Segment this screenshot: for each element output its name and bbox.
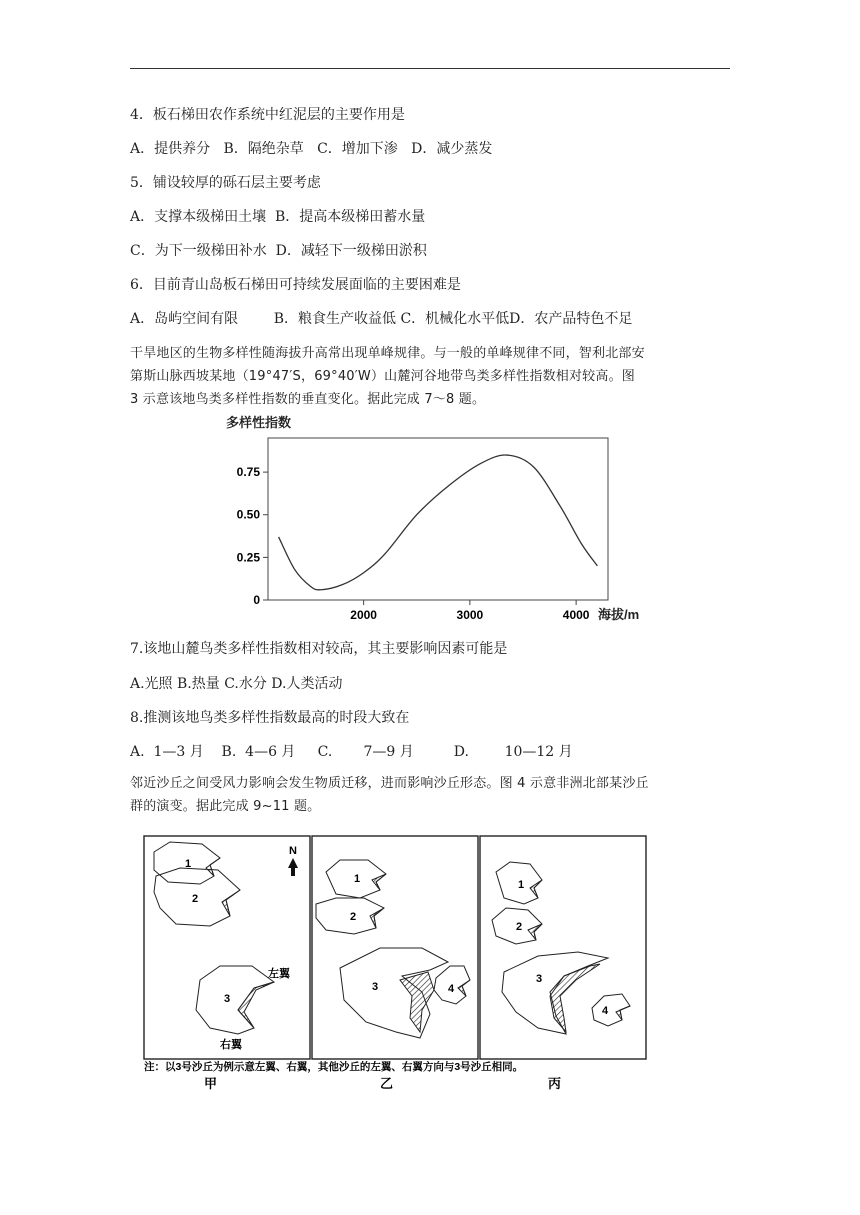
chart-plot-frame [268, 438, 608, 600]
dune-4-label: 4 [602, 1005, 609, 1017]
panel-label-yi: 乙 [380, 1076, 394, 1091]
dune-3-label: 3 [536, 973, 543, 985]
panel-label-bing: 丙 [548, 1076, 562, 1091]
q8-options: A. 1—3 月 B. 4—6 月 C. 7—9 月 D. 10—12 月 [130, 744, 573, 760]
north-label: N [289, 845, 297, 857]
dune-2-label: 2 [350, 911, 357, 923]
q8-stem: 8.推测该地鸟类多样性指数最高的时段大致在 [130, 710, 410, 726]
dune-evolution-figure [140, 832, 725, 1097]
panel-bing [492, 862, 630, 1034]
passage-dunes-line-1: 邻近沙丘之间受风力影响会发生物质迁移，进而影响沙丘形态。图 4 示意非洲北部某沙丘 [130, 776, 649, 791]
passage-dunes [130, 772, 735, 818]
passage-dunes-line-2: 群的演变。据此完成 9~11 题。 [130, 799, 321, 814]
dune-1-label: 1 [354, 873, 361, 885]
dune-2-slipface [370, 908, 384, 928]
q5-options-1: A．支撑本级梯田土壤 B．提高本级梯田蓄水量 [130, 209, 426, 225]
dune-1-slipface [372, 874, 386, 890]
dune-1-label: 1 [185, 858, 192, 870]
x-tick-label: 3000 [456, 608, 484, 622]
dune-4-slipface [458, 980, 470, 996]
dune-3-slipface [238, 982, 274, 1028]
dune-3-slipface [400, 972, 434, 1032]
chart-ylabel: 多样性指数 [226, 415, 292, 430]
dune-2-label: 2 [192, 893, 199, 905]
dune-4-label: 4 [448, 983, 455, 995]
q7-options: A.光照 B.热量 C.水分 D.人类活动 [130, 676, 343, 692]
passage-birds-line-2: 第斯山脉西坡某地（19°47′S，69°40′W）山麓河谷地带鸟类多样性指数相对较高。图 [130, 369, 635, 384]
passage-birds-line-3: 3 示意该地鸟类多样性指数的垂直变化。据此完成 7～8 题。 [130, 392, 486, 407]
dune-3-label: 3 [372, 981, 379, 993]
bird-diversity-chart [220, 410, 660, 625]
y-tick-label: 0 [253, 593, 260, 607]
dune-1-slipface [530, 880, 542, 898]
panel-jia [154, 842, 274, 1034]
y-tick-label: 0.50 [236, 507, 260, 522]
dune-2-slipface [528, 924, 542, 940]
right-wing-label: 右翼 [220, 1039, 242, 1051]
figure-note: 注：以3号沙丘为例示意左翼、右翼，其他沙丘的左翼、右翼方向与3号沙丘相同。 [144, 1061, 524, 1073]
chart-xlabel: 海拔/m [598, 607, 640, 622]
panel-label-jia: 甲 [204, 1076, 218, 1091]
q4-options: A．提供养分 B．隔绝杂草 C．增加下渗 D．减少蒸发 [130, 141, 493, 157]
q7-stem: 7.该地山麓鸟类多样性指数相对较高，其主要影响因素可能是 [130, 641, 508, 657]
y-tick-label: 0.75 [236, 465, 260, 480]
panel-frame-jia [144, 836, 310, 1059]
dune-1-label: 1 [518, 879, 525, 891]
dune-3 [196, 966, 274, 1034]
q5-options-2: C．为下一级梯田补水 D．减轻下一级梯田淤积 [130, 243, 427, 259]
passage-birds [130, 342, 735, 411]
header-rule [130, 68, 730, 69]
dune-1-slipface [206, 858, 220, 876]
x-tick-label: 4000 [562, 608, 590, 622]
dune-3-slipface [550, 964, 600, 1032]
y-tick-label: 0.25 [236, 550, 260, 565]
q6-stem: 6．目前青山岛板石梯田可持续发展面临的主要困难是 [130, 277, 461, 293]
q4-stem: 4．板石梯田农作系统中红泥层的主要作用是 [130, 107, 405, 123]
north-arrow-icon [288, 858, 298, 876]
q6-options: A．岛屿空间有限 B．粮食生产收益低 C．机械化水平低D．农产品特色不足 [130, 311, 633, 327]
chart-series-line [279, 455, 598, 590]
left-wing-label: 左翼 [268, 968, 290, 980]
q5-stem: 5．铺设较厚的砾石层主要考虑 [130, 175, 321, 191]
dune-2-label: 2 [516, 921, 523, 933]
dune-2-slipface [222, 890, 240, 916]
dune-4 [592, 994, 630, 1026]
dune-3-label: 3 [224, 993, 231, 1005]
x-tick-label: 2000 [350, 608, 377, 622]
passage-birds-line-1: 干旱地区的生物多样性随海拔升高常出现单峰规律。与一般的单峰规律不同，智利北部安 [130, 346, 645, 361]
panel-yi [316, 860, 470, 1038]
dune-4-slipface [616, 1006, 630, 1020]
